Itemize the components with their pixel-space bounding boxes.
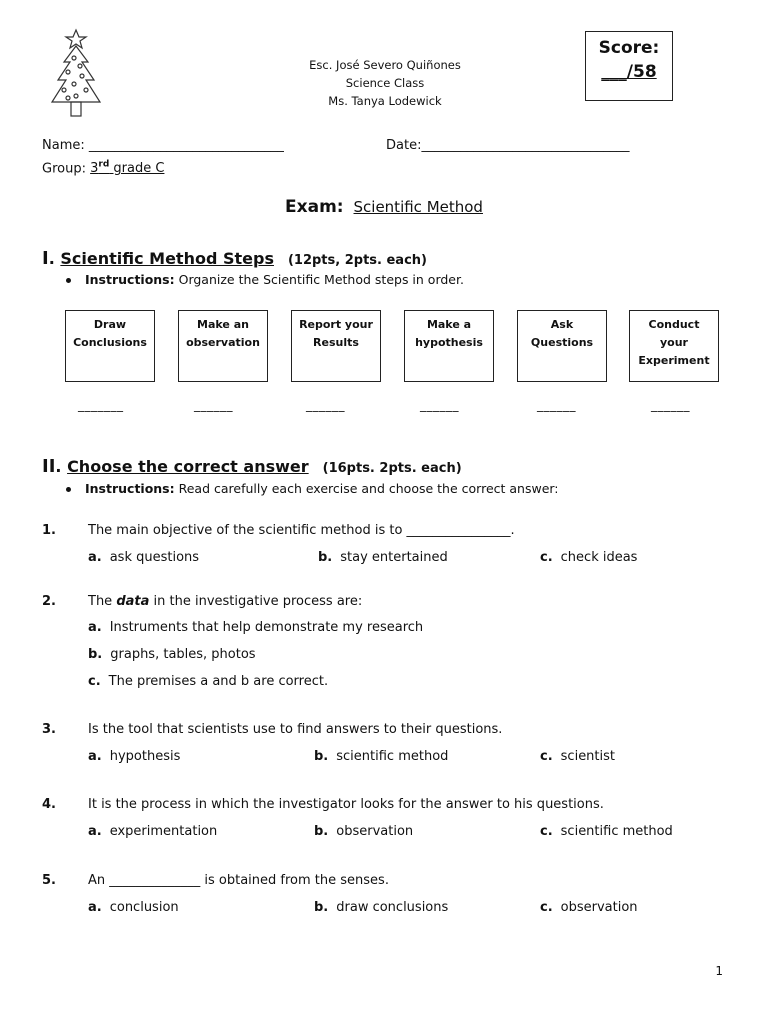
score-value — [586, 62, 672, 82]
q3-option-c[interactable]: c. scientist — [540, 749, 616, 764]
step-box-conduct-experiment: Conduct your Experiment — [629, 310, 719, 382]
score-box — [585, 31, 673, 101]
step-blank-1[interactable]: _______ — [78, 398, 124, 412]
q5-option-b[interactable]: b. draw conclusions — [314, 900, 449, 915]
q5-option-a[interactable]: a. conclusion — [88, 900, 179, 915]
step-box-report-results: Report your Results — [291, 310, 381, 382]
christmas-tree-icon — [46, 28, 106, 122]
step-blank-6[interactable]: ______ — [651, 398, 690, 412]
name-field[interactable]: ______________________________ — [88, 138, 284, 153]
q4-option-b[interactable]: b. observation — [314, 824, 414, 839]
step-box-make-observation: Make an observation — [178, 310, 268, 382]
exam-label: Exam: — [285, 197, 344, 217]
score-total: 58 — [633, 62, 657, 82]
section-2-title: II. Choose the correct answer (16pts. 2pts. each) — [42, 456, 462, 477]
q5-option-c[interactable]: c. observation — [540, 900, 638, 915]
name-label: Name: — [42, 138, 85, 153]
q2-option-a[interactable]: a. Instruments that help demonstrate my research — [88, 620, 424, 635]
q2-option-b[interactable]: b. graphs, tables, photos — [88, 647, 256, 662]
step-blank-5[interactable]: ______ — [537, 398, 576, 412]
teacher-name: Ms. Tanya Lodewick — [328, 94, 442, 108]
q1-option-a[interactable]: a. ask questions — [88, 550, 200, 565]
section-2-instructions: Instructions: Read carefully each exercise and choose the correct answer: — [66, 481, 559, 496]
q4-option-c[interactable]: c. scientific method — [540, 824, 673, 839]
class-name: Science Class — [345, 76, 425, 90]
group-value: 3rd grade C — [90, 160, 165, 177]
date-field[interactable]: ________________________________ — [421, 138, 630, 153]
step-blank-3[interactable]: ______ — [306, 398, 345, 412]
exam-subject: Scientific Method — [353, 198, 483, 216]
score-label: Score: — [598, 38, 660, 58]
step-blank-2[interactable]: ______ — [194, 398, 233, 412]
step-blank-4[interactable]: ______ — [420, 398, 459, 412]
score-blank[interactable]: ___/ — [601, 62, 634, 82]
q3-option-a[interactable]: a. hypothesis — [88, 749, 181, 764]
q1-option-c[interactable]: c. check ideas — [540, 550, 638, 565]
step-box-make-hypothesis: Make a hypothesis — [404, 310, 494, 382]
name-line — [42, 138, 284, 153]
step-box-ask-questions: Ask Questions — [517, 310, 607, 382]
q1-option-b[interactable]: b. stay entertained — [318, 550, 448, 565]
exam-title — [0, 197, 768, 217]
q3-option-b[interactable]: b. scientific method — [314, 749, 449, 764]
group-label: Group: — [42, 161, 86, 177]
school-header — [250, 56, 520, 110]
section-1-instructions: Instructions: Organize the Scientific Method steps in order. — [66, 272, 464, 287]
q2-option-c[interactable]: c. The premises a and b are correct. — [88, 674, 329, 689]
page-number: 1 — [715, 964, 723, 978]
step-box-draw-conclusions: Draw Conclusions — [65, 310, 155, 382]
date-line — [386, 138, 629, 153]
group-line — [42, 160, 164, 176]
school-name: Esc. José Severo Quiñones — [309, 58, 461, 72]
q4-option-a[interactable]: a. experimentation — [88, 824, 218, 839]
section-1-title: I. Scientific Method Steps (12pts, 2pts. each) — [42, 248, 427, 269]
date-label: Date: — [386, 138, 422, 153]
